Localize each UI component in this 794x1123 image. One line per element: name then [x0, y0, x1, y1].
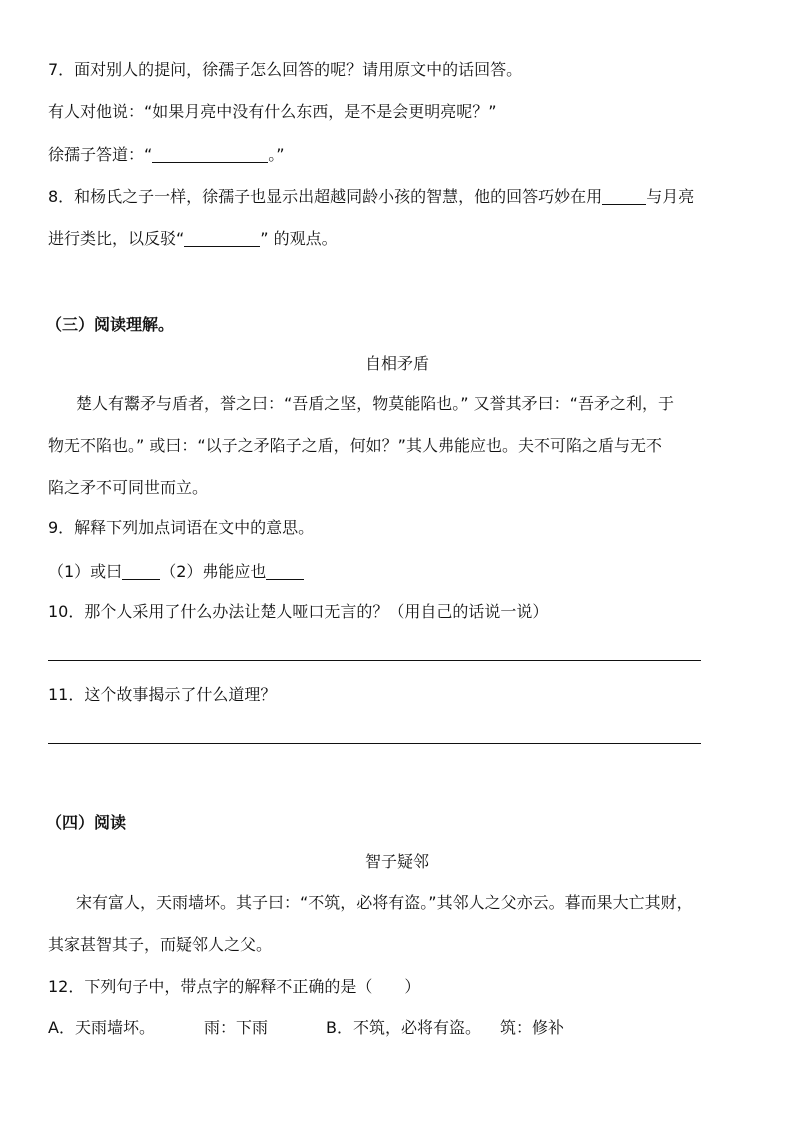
section3-heading: （三）阅读理解。: [46, 315, 175, 334]
q7-question: 7．面对别人的提问，徐孺子怎么回答的呢？请用原文中的话回答。: [48, 60, 523, 79]
q9-part1: （1）或曰: [48, 562, 123, 581]
q7-answer-prefix: 徐孺子答道：“: [48, 145, 153, 164]
q9-question: 9．解释下列加点词语在文中的意思。: [48, 518, 315, 537]
q11-question: 11．这个故事揭示了什么道理？: [48, 685, 277, 704]
q8-text: 8．和杨氏之子一样，徐孺子也显示出超越同龄小孩的智慧，他的回答巧妙在用: [48, 187, 603, 206]
q7-answer-suffix: 。”: [268, 145, 285, 164]
q9-parts: [48, 562, 304, 582]
q8-line2-prefix: 进行类比，以反驳“: [48, 229, 185, 248]
section4-passage-line2: 其家甚智其子，而疑邻人之父。: [48, 935, 273, 954]
q11-answer-line[interactable]: [48, 743, 701, 744]
section3-title: 自相矛盾: [364, 354, 429, 373]
q8-suffix: 与月亮: [646, 187, 695, 206]
q9-blank-1[interactable]: [122, 563, 160, 580]
section3-passage-line2: 物无不陷也。” 或曰：“以子之矛陷子之盾，何如？”其人弗能应也。夫不可陷之盾与无不: [48, 436, 662, 455]
q12-option-b-gloss: 筑：修补: [500, 1018, 565, 1037]
q12-option-a-gloss: 雨：下雨: [204, 1018, 269, 1037]
section4-heading: （四）阅读: [46, 813, 127, 832]
q7-answer-blank[interactable]: [152, 146, 268, 163]
q9-part2: （2）弗能应也: [160, 562, 267, 581]
q10-answer-line[interactable]: [48, 660, 701, 661]
section4-title: 智子疑邻: [364, 852, 429, 871]
q12-question: 12．下列句子中，带点字的解释不正确的是（ ）: [48, 977, 421, 996]
q8-blank-1[interactable]: [602, 188, 646, 205]
q7-answer-line: [48, 145, 285, 165]
q8-line1: [48, 187, 694, 207]
q8-line2: [48, 229, 338, 249]
q8-line2-suffix: ” 的观点。: [260, 229, 338, 248]
q7-dialogue-line: 有人对他说：“如果月亮中没有什么东西，是不是会更明亮呢？”: [48, 102, 497, 121]
section4-passage-line1: 宋有富人，天雨墙坏。其子曰：“不筑，必将有盗。”其邻人之父亦云。暮而果大亡其财，: [76, 893, 693, 912]
q9-blank-2[interactable]: [266, 563, 304, 580]
section3-passage-line3: 陷之矛不可同世而立。: [48, 478, 209, 497]
q12-option-b[interactable]: B．不筑，必将有盗。: [326, 1018, 481, 1037]
q10-question: 10．那个人采用了什么办法让楚人哑口无言的？（用自己的话说一说）: [48, 602, 549, 621]
q8-blank-2[interactable]: [184, 230, 260, 247]
q12-option-a[interactable]: A．天雨墙坏。: [48, 1018, 155, 1037]
section3-passage-line1: 楚人有鬻矛与盾者，誉之曰：“吾盾之坚，物莫能陷也。” 又誉其矛曰：“吾矛之利，于: [76, 394, 674, 413]
